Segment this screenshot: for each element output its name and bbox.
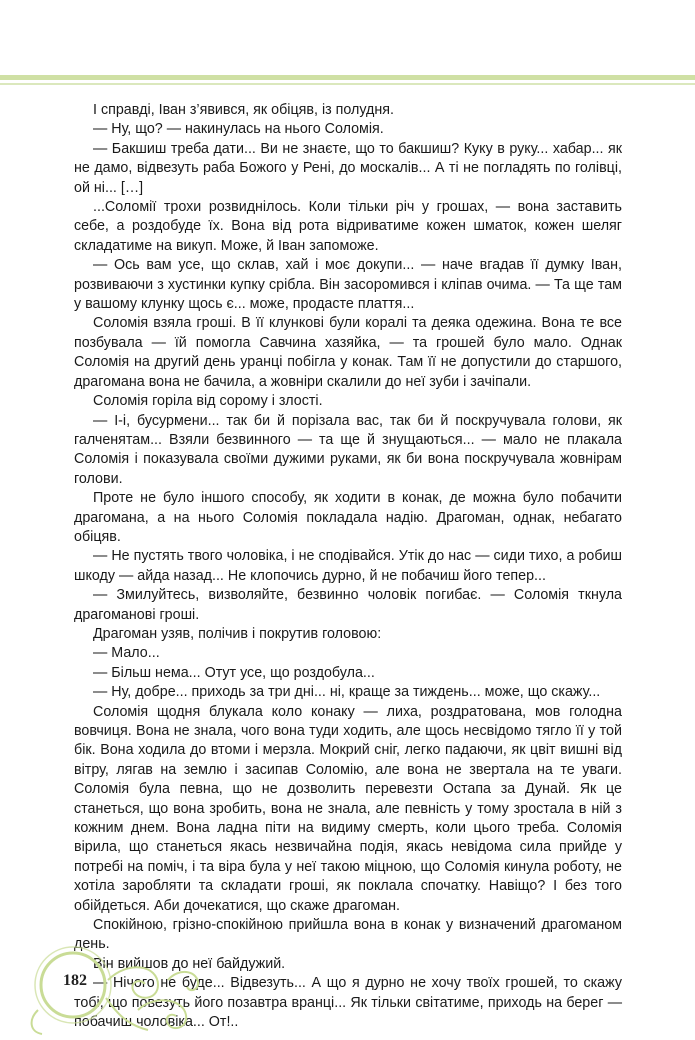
swirl-ornament-icon [18, 940, 218, 1040]
header-rule [0, 75, 695, 80]
paragraph: Соломія горіла від сорому і злості. [93, 393, 323, 410]
paragraph: Спокійною, грізно-спокійною прийшла вона в конак у визначений драгоманом день. [74, 917, 622, 953]
body-text [74, 101, 622, 1033]
paragraph: Драгоман узяв, полічив і покрутив головою: [93, 625, 382, 642]
paragraph: Соломія взяла гроші. В її клункові були коралі та деяка одежина. Вона те все позбувала — їй помогла Савчина хазяйка, — та грошей було мало. Однак Соломія на другий день уранці побігла у конак. Там її не допустили до старшого, драгомана вона не бачила, а жовніри скалили до неї зуби і зачіпали. [74, 315, 622, 390]
paragraph: Соломія щодня блукала коло конаку — лиха, роздратована, мов голодна вовчиця. Вона не знала, чого вона туди ходить, але щось несвідомо тягло її у той бік. Вона ходила до втоми і мерзла. Мокрий сніг, легко падаючи, як цвіт вишні від вітру, лягав на землю і засипав Соломію, але вона не звертала на те уваги. Соломія була певна, що не дозволить перевезти Остапа за Дунай. Як це станеться, що вона зробить, вона не знала, але певність у тому зростала в ній з кожним днем. Вона ладна піти на видиму смерть, коли цього треба. Соломія вірила, що станеться якась незвичайна подія, якась невідома сила прийде у потребі на поміч, і та віра була у неї такою міцною, що Соломія кинула роботу, не хотіла заробляти та складати гроші, як поклала спочатку. Навіщо? І без того обійдеться. Аби дочекатися, що скаже драгоман. [74, 703, 622, 914]
paragraph: — Мало... [93, 645, 160, 662]
paragraph: — Змилуйтесь, визволяйте, безвинно чоловік погибає. — Соломія ткнула драгоманові гроші. [74, 587, 622, 623]
paragraph: — Не пустять твого чоловіка, і не сподівайся. Утік до нас — сиди тихо, а робиш шкоду — айда назад... Не клопочись дурно, й не побачиш його тепер... [74, 548, 622, 584]
page-header-band [0, 0, 695, 72]
paragraph: — І-і, бусурмени... так би й порізала вас, так би й поскручувала голови, як галченятам... Взяли безвинного — та ще й знущаються... — мало не плакала Соломія і показувала своїми дужими руками, як би вона поскручувала жовнірам голови. [74, 412, 622, 487]
page-number: 182 [63, 972, 87, 989]
paragraph: — Більш нема... Отут усе, що роздобула... [93, 664, 375, 681]
header-rule-thin [0, 83, 695, 85]
paragraph: І справді, Іван з’явився, як обіцяв, із полудня. [93, 102, 394, 118]
paragraph: Він вийшов до неї байдужий. [93, 955, 286, 972]
paragraph: — Ну, добре... приходь за три дні... ні, краще за тиждень... може, що скажу... [93, 684, 601, 701]
paragraph: — Нічого не буде... Відвезуть... А що я дурно не хочу твоїх грошей, то скажу тобі, що повезуть його позавтра вранці... Як тільки світатиме, приходь на берег — побачиш чоловіка... От!.. [74, 975, 622, 1031]
paragraph: ...Соломії трохи розвиднілось. Коли тільки річ у грошах, — вона заставить себе, а роздобуде їх. Вона від рота відриватиме кожен шматок, кожен шеляг складатиме на викуп. Може, й Іван запоможе. [74, 199, 622, 254]
paragraph: Проте не було іншого способу, як ходити в конак, де можна було побачити драгомана, а на нього Соломія покладала надію. Драгоман, однак, небагато обіцяв. [74, 490, 622, 545]
paragraph: — Бакшиш треба дати... Ви не знаєте, що то бакшиш? Куку в руку... хабар... як не дамо, відвезуть раба Божого у Рені, до москалів... А ті не погладять по голівці, ой ні... […] [74, 140, 622, 196]
paragraph: — Ну, що? — накинулась на нього Соломія. [93, 121, 384, 138]
paragraph: — Ось вам усе, що склав, хай і моє докупи... — наче вгадав її думку Іван, розвиваючи з хустинки купку срібла. Він засоромився і кліпав очима. — Та ще там у вашому клунку щось є... може, продасте плаття... [74, 257, 622, 313]
